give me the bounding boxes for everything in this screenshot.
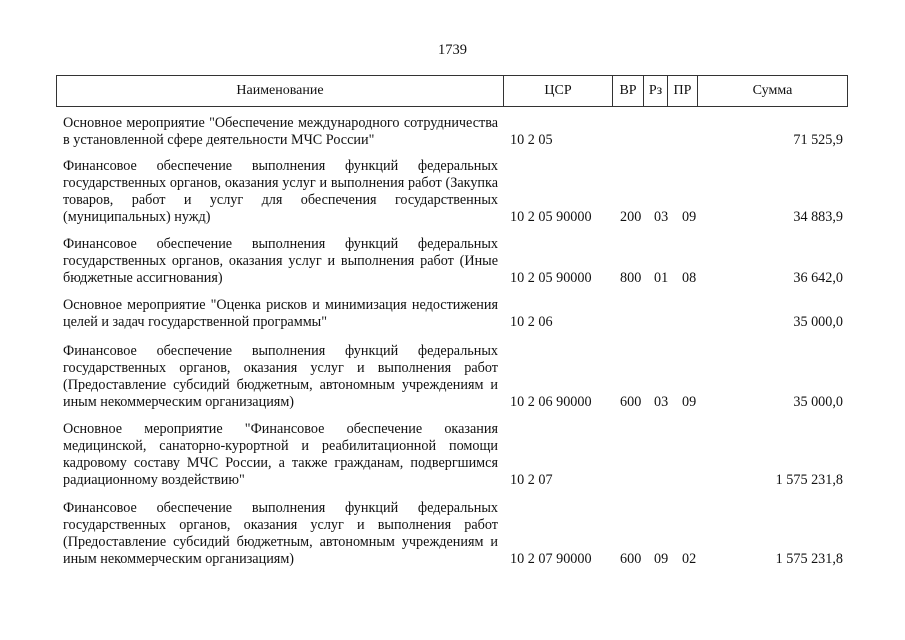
row-sum: 36 642,0	[793, 270, 843, 286]
table-row	[63, 421, 843, 489]
table-row	[63, 115, 843, 149]
row-name: Финансовое обеспечение выполнения функций федеральных государственных органов, оказания услуг и выполнения работ (Иные бюджетные ассигнования)	[63, 236, 498, 286]
row-sum: 1 575 231,8	[775, 551, 843, 567]
row-rz: 03	[654, 209, 669, 225]
row-name: Основное мероприятие "Обеспечение международного сотрудничества в установленной сфере деятельности МЧС России"	[63, 115, 498, 148]
table-row	[63, 297, 843, 331]
row-sum: 71 525,9	[793, 132, 843, 148]
table-header	[56, 75, 848, 107]
row-name: Основное мероприятие "Финансовое обеспечение оказания медицинской, санаторно-курортной и реабилитационной помощи кадровому составу МЧС России, а также гражданам, подвергшимся радиационному воздействию"	[63, 421, 498, 488]
row-sum: 35 000,0	[793, 314, 843, 330]
table-row	[63, 236, 843, 287]
page-number: 1739	[438, 42, 467, 58]
header-vr: ВР	[613, 76, 644, 106]
header-sum: Сумма	[752, 83, 793, 98]
row-sum: 35 000,0	[793, 394, 843, 410]
row-pr: 09	[682, 394, 697, 410]
row-name: Финансовое обеспечение выполнения функций федеральных государственных органов, оказания услуг и выполнения работ (Предоставление субсидий бюджетным, автономным учреждениям и иным некоммерческим организациям)	[63, 500, 498, 567]
row-csr: 10 2 05 90000	[510, 270, 592, 286]
row-pr: 08	[682, 270, 697, 286]
row-csr: 10 2 06 90000	[510, 394, 592, 410]
row-csr: 10 2 05	[510, 132, 553, 148]
header-pr: ПР	[668, 76, 698, 106]
row-vr: 200	[620, 209, 642, 225]
row-vr: 600	[620, 551, 642, 567]
header-name: Наименование	[57, 76, 504, 106]
table-row	[63, 158, 843, 226]
row-vr: 600	[620, 394, 642, 410]
header-csr: ЦСР	[504, 76, 613, 106]
row-csr: 10 2 05 90000	[510, 209, 592, 225]
row-csr: 10 2 07 90000	[510, 551, 592, 567]
header-rz: Рз	[644, 76, 668, 106]
row-pr: 09	[682, 209, 697, 225]
row-rz: 09	[654, 551, 669, 567]
row-pr: 02	[682, 551, 697, 567]
row-sum: 34 883,9	[793, 209, 843, 225]
table-row	[63, 343, 843, 411]
row-csr: 10 2 06	[510, 314, 553, 330]
row-name: Основное мероприятие "Оценка рисков и минимизация недостижения целей и задач государственной программы"	[63, 297, 498, 330]
row-csr: 10 2 07	[510, 472, 553, 488]
row-name: Финансовое обеспечение выполнения функций федеральных государственных органов, оказания услуг и выполнения работ (Закупка товаров, работ и услуг для обеспечения государственных (муниципальных) нужд)	[63, 158, 498, 225]
row-rz: 03	[654, 394, 669, 410]
row-rz: 01	[654, 270, 669, 286]
row-sum: 1 575 231,8	[775, 472, 843, 488]
row-vr: 800	[620, 270, 642, 286]
row-name: Финансовое обеспечение выполнения функций федеральных государственных органов, оказания услуг и выполнения работ (Предоставление субсидий бюджетным, автономным учреждениям и иным некоммерческим организациям)	[63, 343, 498, 410]
table-row	[63, 500, 843, 568]
